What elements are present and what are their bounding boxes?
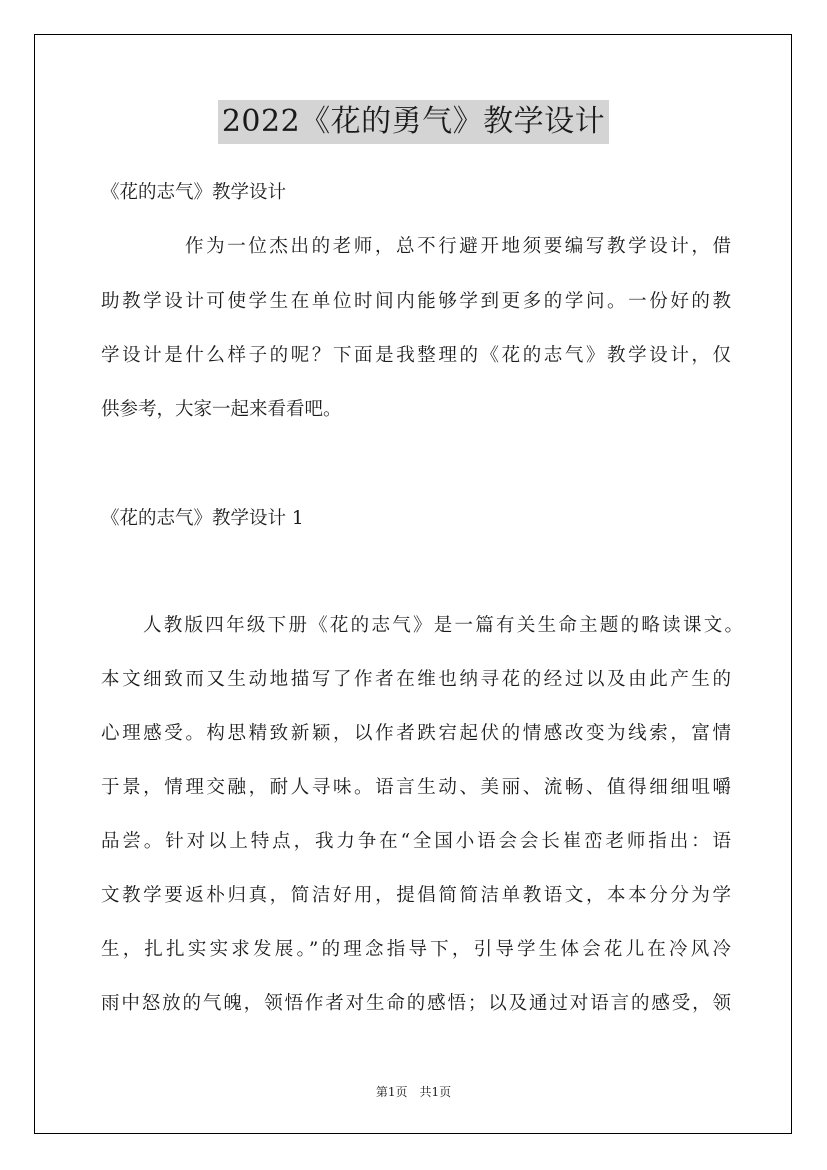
body-line: 本文细致而又生动地描写了作者在维也纳寻花的经过以及由此产生的	[101, 669, 734, 690]
body-line: 文教学要返朴归真，简洁好用，提倡简简洁单教语文，本本分分为学	[101, 885, 734, 906]
body-line: 于景，情理交融，耐人寻味。语言生动、美丽、流畅、值得细细咀嚼	[101, 777, 734, 798]
body-line: 人教版四年级下册《花的志气》是一篇有关生命主题的略读课文。	[143, 615, 746, 636]
intro-line: 助教学设计可使学生在单位时间内能够学到更多的学问。一份好的教	[101, 291, 734, 312]
document-title-text: 2022《花的勇气》教学设计	[218, 100, 609, 144]
body-line: 生，扎扎实实求发展。”的理念指导下，引导学生体会花儿在冷风冷	[101, 939, 735, 960]
document-subtitle: 《花的志气》教学设计	[101, 182, 287, 203]
intro-line: 供参考，大家一起来看看吧。	[101, 399, 342, 420]
document-title	[0, 100, 827, 144]
body-line: 品尝。针对以上特点，我力争在“全国小语会会长崔峦老师指出：语	[101, 831, 734, 852]
body-line: 雨中怒放的气魄，领悟作者对生命的感悟；以及通过对语言的感受，领	[101, 993, 733, 1014]
intro-line: 作为一位杰出的老师，总不行避开地须要编写教学设计，借	[185, 236, 734, 257]
section-heading: 《花的志气》教学设计 1	[101, 508, 304, 529]
page-footer: 第1页 共1页	[375, 1085, 452, 1099]
body-line: 心理感受。构思精致新颖，以作者跌宕起伏的情感改变为线索，富情	[101, 723, 734, 744]
intro-line: 学设计是什么样子的呢？下面是我整理的《花的志气》教学设计，仅	[101, 345, 734, 366]
